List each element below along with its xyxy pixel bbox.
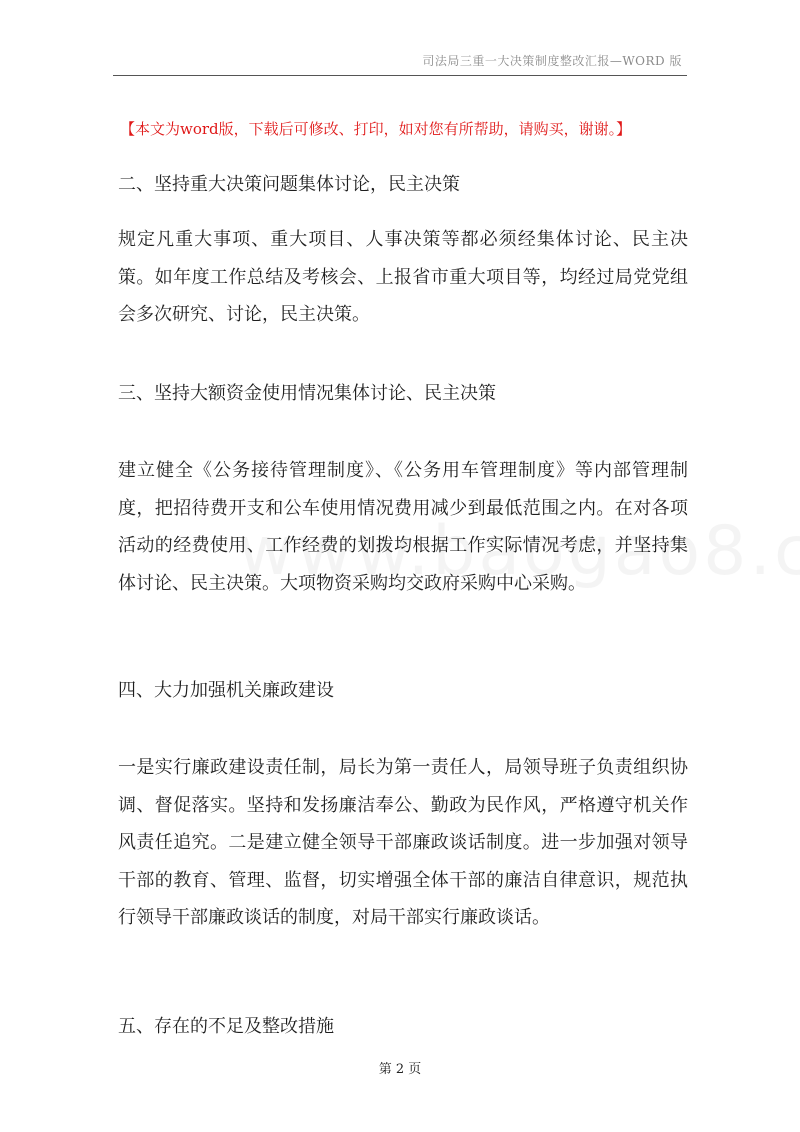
section-5-heading: 五、存在的不足及整改措施 [118,1016,334,1037]
section-4-paragraph: 一是实行廉政建设责任制，局长为第一责任人，局领导班子负责组织协调、督促落实。坚持和发扬廉洁奉公、勤政为民作风，严格遵守机关作风责任追究。二是建立健全领导干部廉政谈话制度。进一步加强对领导干部的教育、管理、监督，切实增强全体干部的廉洁自律意识，规范执行领导干部廉政谈话的制度，对局干部实行廉政谈话。 [118,757,688,928]
section-3-paragraph: 建立健全《公务接待管理制度》、《公务用车管理制度》等内部管理制度，把招待费开支和公车使用情况费用减少到最低范围之内。在对各项活动的经费使用、工作经费的划拨均根据工作实际情况考虑，并坚持集体讨论、民主决策。大项物资采购均交政府采购中心采购。 [118,460,688,594]
section-3-heading: 三、坚持大额资金使用情况集体讨论、民主决策 [118,383,496,404]
section-4-heading: 四、大力加强机关廉政建设 [118,680,334,701]
section-2-heading: 二、坚持重大决策问题集体讨论，民主决策 [118,174,460,195]
page-number: 第 2 页 [378,1062,422,1077]
purchase-notice: 【本文为word版，下载后可修改、打印，如对您有所帮助，请购买，谢谢。】 [120,120,632,138]
section-2-paragraph: 规定凡重大事项、重大项目、人事决策等都必须经集体讨论、民主决策。如年度工作总结及考核会、上报省市重大项目等，均经过局党党组会多次研究、讨论，民主决策。 [118,229,688,325]
document-header-title: 司法局三重一大决策制度整改汇报—WORD 版 [422,54,682,68]
header-divider [113,75,687,76]
